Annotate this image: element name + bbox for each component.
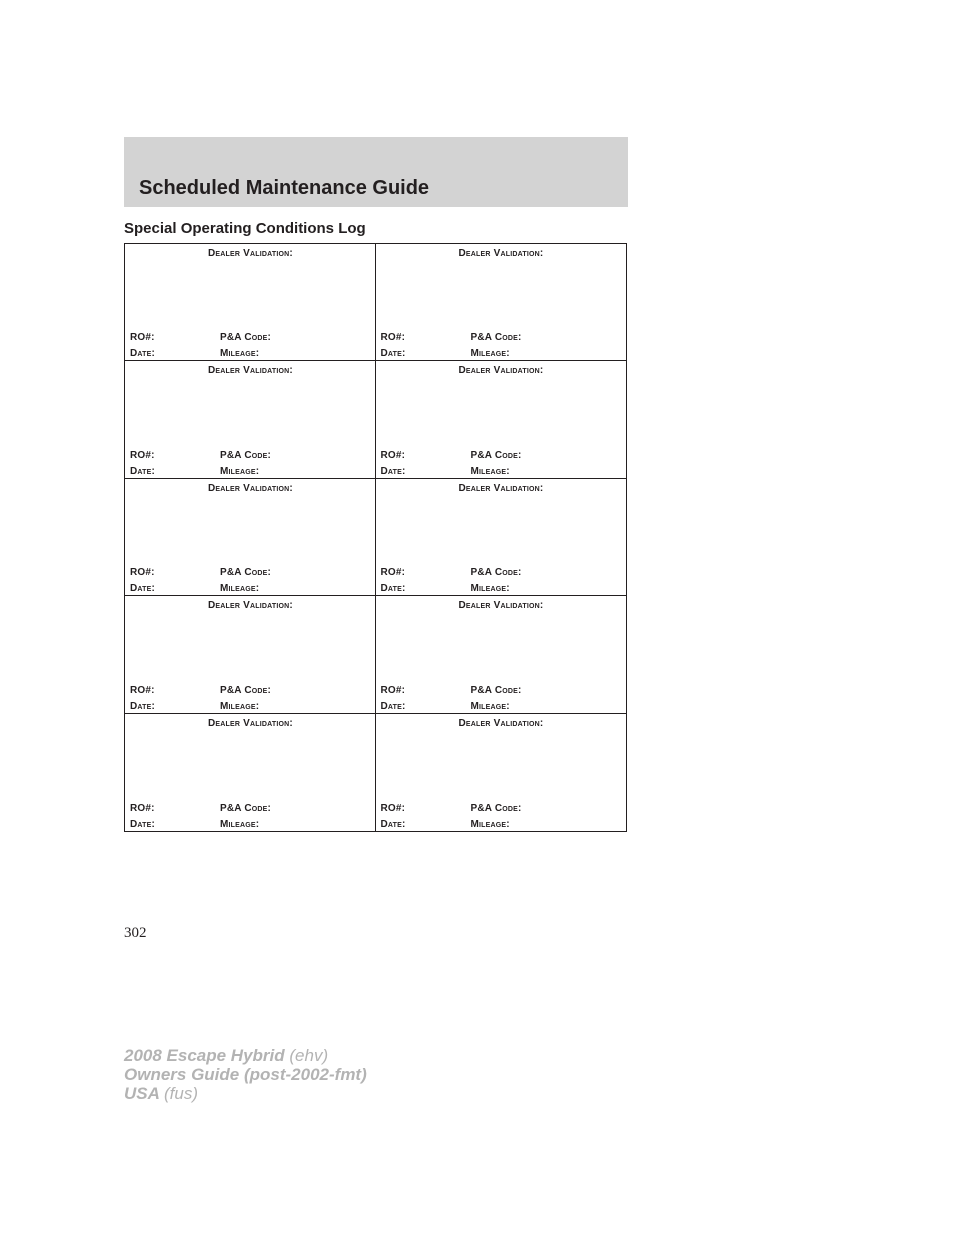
pa-code-label: P&A Code: [470, 449, 522, 461]
pa-code-label: P&A Code: [220, 332, 272, 344]
dealer-validation-label: Dealer Validation: [458, 717, 544, 729]
mileage-label: Mileage: [470, 700, 510, 712]
log-cell [376, 361, 627, 478]
mileage-label: Mileage: [470, 465, 510, 477]
date-label: Date: [130, 583, 156, 595]
footer-line-1 [124, 1046, 367, 1065]
date-label: Date: [380, 700, 406, 712]
date-label: Date: [130, 819, 156, 830]
page-number: 302 [124, 925, 147, 941]
pa-code-label: P&A Code: [470, 567, 522, 579]
footer-market-code: (fus) [164, 1084, 198, 1103]
footer [124, 1046, 367, 1103]
ro-number-label: RO#: [380, 803, 406, 814]
dealer-validation-label: Dealer Validation: [208, 717, 293, 729]
date-label: Date: [380, 348, 406, 360]
mileage-label: Mileage: [220, 348, 260, 360]
mileage-label: Mileage: [220, 583, 260, 595]
dealer-validation-label: Dealer Validation: [208, 248, 293, 259]
mileage-label: Mileage: [470, 348, 510, 360]
footer-model: 2008 Escape Hybrid [124, 1046, 285, 1065]
section-title: Special Operating Conditions Log [124, 220, 366, 237]
page-title: Scheduled Maintenance Guide [139, 177, 430, 199]
mileage-label: Mileage: [220, 465, 260, 477]
pa-code-label: P&A Code: [470, 684, 522, 696]
footer-market: USA [124, 1084, 160, 1103]
mileage-label: Mileage: [220, 700, 260, 712]
log-cell [376, 244, 627, 361]
pa-code-label: P&A Code: [470, 803, 522, 814]
log-cell [125, 714, 376, 831]
pa-code-label: P&A Code: [220, 684, 272, 696]
date-label: Date: [130, 700, 156, 712]
date-label: Date: [130, 465, 156, 477]
ro-number-label: RO#: [380, 684, 406, 696]
date-label: Date: [380, 819, 406, 830]
dealer-validation-label: Dealer Validation: [208, 365, 293, 377]
log-cell [125, 479, 376, 596]
pa-code-label: P&A Code: [220, 567, 272, 579]
ro-number-label: RO#: [130, 449, 155, 461]
ro-number-label: RO#: [380, 332, 406, 344]
date-label: Date: [130, 348, 156, 360]
log-cell [125, 244, 376, 361]
pa-code-label: P&A Code: [220, 803, 272, 814]
log-cell [125, 361, 376, 478]
dealer-validation-label: Dealer Validation: [208, 482, 293, 494]
pa-code-label: P&A Code: [220, 449, 272, 461]
mileage-label: Mileage: [470, 819, 510, 830]
ro-number-label: RO#: [130, 567, 155, 579]
ro-number-label: RO#: [380, 449, 406, 461]
dealer-validation-label: Dealer Validation: [458, 365, 544, 377]
dealer-validation-label: Dealer Validation: [458, 248, 544, 259]
log-cell [376, 479, 627, 596]
log-cell [376, 596, 627, 713]
mileage-label: Mileage: [470, 583, 510, 595]
header-band [124, 137, 628, 207]
footer-line-2: Owners Guide (post-2002-fmt) [124, 1065, 367, 1084]
mileage-label: Mileage: [220, 819, 260, 830]
footer-model-code: (ehv) [289, 1046, 329, 1065]
date-label: Date: [380, 465, 406, 477]
log-cell [125, 596, 376, 713]
ro-number-label: RO#: [130, 684, 155, 696]
ro-number-label: RO#: [380, 567, 406, 579]
footer-line-3 [124, 1084, 367, 1103]
dealer-validation-label: Dealer Validation: [458, 600, 544, 612]
dealer-validation-label: Dealer Validation: [208, 600, 293, 612]
dealer-validation-label: Dealer Validation: [458, 482, 544, 494]
maintenance-log-grid [124, 243, 627, 832]
ro-number-label: RO#: [130, 332, 155, 344]
log-cell [376, 714, 627, 831]
ro-number-label: RO#: [130, 803, 155, 814]
pa-code-label: P&A Code: [470, 332, 522, 344]
date-label: Date: [380, 583, 406, 595]
